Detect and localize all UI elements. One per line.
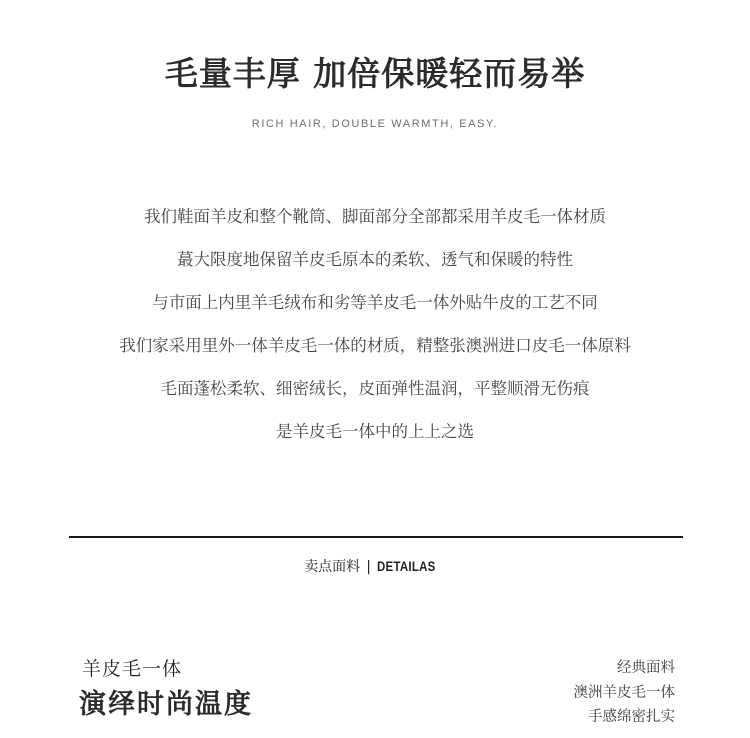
- description-line: 蕞大限度地保留羊皮毛原本的柔软、透气和保暖的特性: [177, 250, 573, 269]
- section-label-cn: 卖点面料: [304, 559, 361, 575]
- feature-small-title: 羊皮毛一体: [82, 658, 183, 680]
- section-label: [0, 557, 750, 577]
- feature-heading: [79, 656, 253, 722]
- description-line: 我们鞋面羊皮和整个靴筒、脚面部分全部都采用羊皮毛一体材质: [144, 207, 606, 226]
- description-line: 我们家采用里外一体羊皮毛一体的材质，精整张澳洲进口皮毛一体原料: [119, 336, 631, 355]
- section-divider: [69, 536, 683, 538]
- feature-point: 手感绵密扎实: [588, 709, 675, 725]
- feature-point: 经典面料: [617, 660, 675, 676]
- description-line: 与市面上内里羊毛绒布和劣等羊皮毛一体外贴牛皮的工艺不同: [152, 293, 598, 312]
- page-subtitle: RICH HAIR, DOUBLE WARMTH, EASY.: [251, 118, 499, 130]
- feature-big-title: 演绎时尚温度: [79, 689, 253, 720]
- feature-point: 澳洲羊皮毛一体: [573, 684, 675, 701]
- description-line: 毛面蓬松柔软、细密绒长，皮面弹性温润，平整顺滑无伤痕: [160, 379, 590, 398]
- description-block: [0, 204, 750, 462]
- section-label-separator: |: [366, 559, 371, 575]
- section-label-en: DETAILAS: [376, 559, 436, 574]
- page-title: 毛量丰厚 加倍保暖轻而易举: [164, 54, 586, 93]
- description-line: 是羊皮毛一体中的上上之选: [276, 422, 474, 441]
- feature-points: [574, 656, 676, 730]
